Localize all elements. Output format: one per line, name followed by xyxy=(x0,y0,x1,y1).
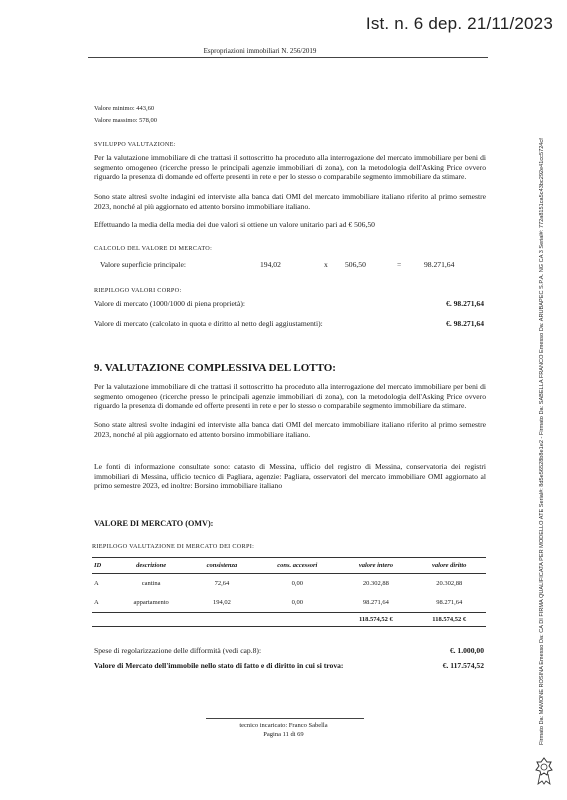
calcolo-equals: = xyxy=(397,260,402,269)
col-header-accessori: cons. accessori xyxy=(255,558,339,574)
calcolo-unitario: 506,50 xyxy=(345,260,366,269)
cell-descrizione: cantina xyxy=(141,580,161,587)
riepilogo-title: RIEPILOGO VALORI CORPO: xyxy=(94,287,182,294)
calcolo-label: Valore superficie principale: xyxy=(100,260,187,269)
sviluppo-title: SVILUPPO VALUTAZIONE: xyxy=(94,141,176,148)
spese-value: €. 1.000,00 xyxy=(449,646,484,655)
col-header-descrizione: descrizione xyxy=(113,558,188,574)
riepilogo-value: €. 98.271,64 xyxy=(446,319,484,328)
cell-valore-diritto: 20.302,88 xyxy=(436,580,463,587)
cell-id: A xyxy=(94,599,99,606)
footer-divider xyxy=(206,718,364,719)
valore-massimo: Valore massimo: 578,00 xyxy=(94,117,158,124)
cell-accessori: 0,00 xyxy=(291,580,303,587)
omv-table xyxy=(92,557,486,627)
section-9-title: 9. VALUTAZIONE COMPLESSIVA DEL LOTTO: xyxy=(94,362,336,374)
total-valore-diritto: 118.574,52 € xyxy=(412,613,486,627)
riepilogo-value: €. 98.271,64 xyxy=(446,299,484,308)
page-footer xyxy=(0,721,567,739)
sviluppo-paragraph-3: Effettuando la media della media dei due valori si ottiene un valore unitario pari ad € 506,50 xyxy=(94,220,375,229)
calcolo-title: CALCOLO DEL VALORE DI MERCATO: xyxy=(94,245,213,252)
footer-page-number: Pagina 11 di 69 xyxy=(263,731,304,738)
deposit-stamp: Ist. n. 6 dep. 21/11/2023 xyxy=(365,14,553,33)
section-9-paragraph-3: Le fonti di informazione consultate sono: catasto di Messina, ufficio del registro di Messina, conservatoria dei registri immobiliari di Messina, ufficio tecnico di Pagliara, agenzie: Pagliara, osservatori del mercato immobiliare OMI aggiornato al primo semestre 2023, ed inoltre: Borsino immobiliare italiano xyxy=(94,462,486,491)
riepilogo-label: Valore di mercato (calcolato in quota e diritto al netto degli aggiustamenti): xyxy=(94,319,323,328)
sviluppo-paragraph-2: Sono state altresì svolte indagini ed interviste alla banca dati OMI del mercato immobiliare italiano riferito al primo semestre 2023, nonché al più aggiornato ed attento borsino immobiliare italiano. xyxy=(94,192,486,211)
cell-valore-intero: 98.271,64 xyxy=(362,599,389,606)
valore-finale-label: Valore di Mercato dell'immobile nello stato di fatto e di diritto in cui si trova: xyxy=(94,661,344,670)
calcolo-superficie: 194,02 xyxy=(260,260,281,269)
omv-title: VALORE DI MERCATO (OMV): xyxy=(94,519,214,528)
cell-consistenza: 72,64 xyxy=(214,580,230,587)
table-row xyxy=(92,593,486,613)
table-total-row xyxy=(92,613,486,627)
digital-signature-strip: Firmato Da: MAMONE ROSINA Emesso Da: CA DI FIRMA QUALIFICATA PER MODELLO ATE Serial#: 8d5e56528b8e1e2 - Firmato Da: SABELLA FRANCO Emesso Da: ARUBAPEC S.P.A. NG CA 3 Serial#: 772a8151ca5c43bc292e41cc5724cf xyxy=(539,138,545,745)
calcolo-totale: 98.271,64 xyxy=(424,260,455,269)
valore-minimo: Valore minimo: 443,60 xyxy=(94,105,155,112)
spese-label: Spese di regolarizzazione delle difformità (vedi cap.8): xyxy=(94,646,262,655)
riepilogo-label: Valore di mercato (1000/1000 di piena proprietà): xyxy=(94,299,245,308)
col-header-valore-intero: valore intero xyxy=(339,558,412,574)
table-row xyxy=(92,574,486,594)
col-header-consistenza: consistenza xyxy=(189,558,255,574)
valore-finale-value: €. 117.574,52 xyxy=(442,661,484,670)
section-9-paragraph-1: Per la valutazione immobiliare di che trattasi il sottoscritto ha proceduto alla interrogazione del mercato immobiliare per beni di segmento omogeneo (ricerche presso le principali agenzie immobiliari di zona), con la metodologia dell'Asking Price ovvero riguardo la presenza di domande ed offerte presenti in rete e per lo stesso o comparabile segmento immobiliare da stimare. xyxy=(94,382,486,411)
col-header-valore-diritto: valore diritto xyxy=(412,558,486,574)
cell-id: A xyxy=(94,580,99,587)
sviluppo-paragraph-1: Per la valutazione immobiliare di che trattasi il sottoscritto ha proceduto alla interrogazione del mercato immobiliare per beni di segmento omogeneo (ricerche presso le principali agenzie immobiliari di zona), con la metodologia dell'Asking Price ovvero riguardo la presenza di domande ed offerte presenti in rete e per lo stesso o comparabile segmento immobiliare da stimare. xyxy=(94,153,486,182)
col-header-id: ID xyxy=(92,558,113,574)
signature-seal-icon xyxy=(534,756,554,786)
cell-valore-diritto: 98.271,64 xyxy=(436,599,463,606)
section-9-paragraph-2: Sono state altresì svolte indagini ed interviste alla banca dati OMI del mercato immobiliare italiano riferito al primo semestre 2023, nonché al più aggiornato ed attento borsino immobiliare italiano. xyxy=(94,420,486,439)
omv-subtitle: RIEPILOGO VALUTAZIONE DI MERCATO DEI CORPI: xyxy=(92,543,255,550)
calcolo-times: x xyxy=(324,260,328,269)
footer-technician: tecnico incaricato: Franco Sabella xyxy=(239,722,328,729)
cell-accessori: 0,00 xyxy=(291,599,303,606)
table-header-row xyxy=(92,558,486,574)
document-header: Espropriazioni immobiliari N. 256/2019 xyxy=(203,47,317,55)
header-divider xyxy=(88,57,488,58)
cell-consistenza: 194,02 xyxy=(213,599,231,606)
total-valore-intero: 118.574,52 € xyxy=(339,613,412,627)
cell-valore-intero: 20.302,88 xyxy=(362,580,389,587)
cell-descrizione: appartamento xyxy=(133,599,169,606)
